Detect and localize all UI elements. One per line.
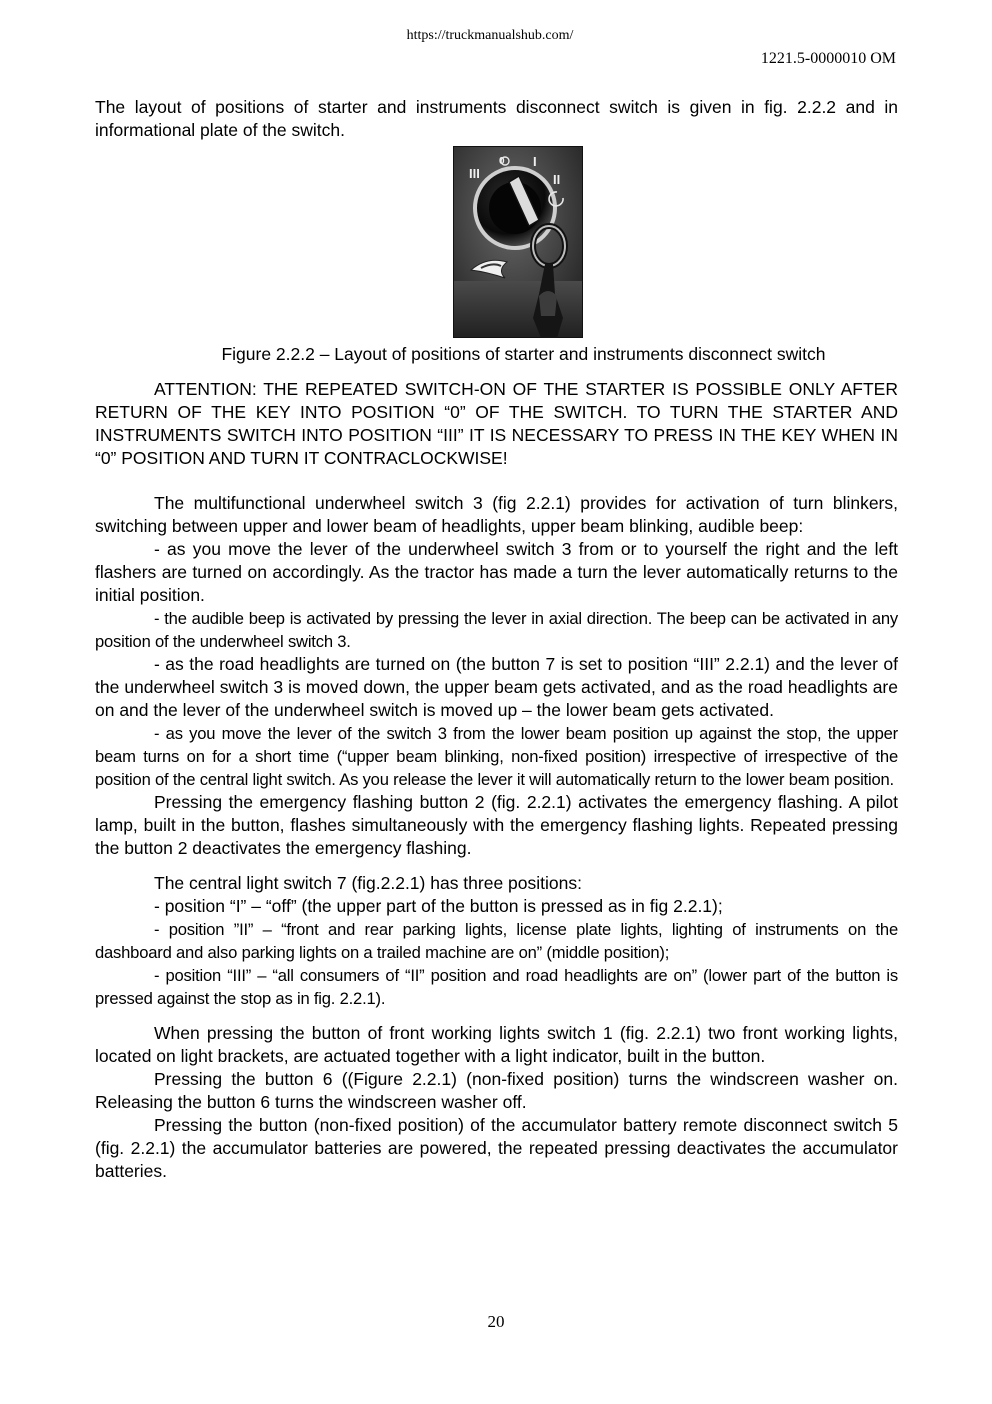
intro-paragraph: The layout of positions of starter and instruments disconnect switch is given in fig. 2.2.2 and in informational plate of the switch. xyxy=(95,97,898,140)
central-switch-paragraph: The central light switch 7 (fig.2.2.1) has three positions: xyxy=(154,873,582,893)
document-number: 1221.5-0000010 OM xyxy=(760,50,896,67)
figure-caption: Figure 2.2.2 – Layout of positions of starter and instruments disconnect switch xyxy=(221,344,826,364)
switch-mark-0: 0 xyxy=(498,156,505,167)
position-3-item: - position “III” – “all consumers of “II” position and road headlights are on” (lower part of the button is pressed against the stop as in fig. 2.2.1). xyxy=(95,966,898,1008)
header-url: https://truckmanualshub.com/ xyxy=(406,28,574,43)
switch-mark-2: II xyxy=(552,172,560,187)
battery-paragraph: Pressing the button (non-fixed position) of the accumulator battery remote disconnect switch 5 (fig. 2.2.1) the accumulator batteries are powered, the repeated pressing deactivates the accumulator batteries. xyxy=(95,1115,898,1181)
washer-paragraph: Pressing the button 6 ((Figure 2.2.1) (non-fixed position) turns the windscreen washer on. Releasing the button 6 turns the windscreen washer off. xyxy=(95,1069,898,1112)
working-lights-paragraph: When pressing the button of front working lights switch 1 (fig. 2.2.1) two front working lights, located on light brackets, are actuated together with a light indicator, built in the button. xyxy=(95,1023,898,1066)
attention-paragraph: ATTENTION: THE REPEATED SWITCH-ON OF THE STARTER IS POSSIBLE ONLY AFTER RETURN OF THE KEY INTO POSITION “0” OF THE SWITCH. TO TURN THE STARTER AND INSTRUMENTS SWITCH INTO POSITION “III” IT IS NECESSARY TO PRESS IN THE KEY WHEN IN “0” POSITION AND TURN IT CONTRACLOCKWISE! xyxy=(95,379,898,468)
lever-item: - as you move the lever of the underwheel switch 3 from or to yourself the right and the left flashers are turned on accordingly. As the tractor has made a turn the lever automatically returns to the initial position. xyxy=(95,539,898,605)
switch-mark-1: I xyxy=(532,154,537,169)
ignition-switch-image xyxy=(453,146,583,338)
switch-mark-3: III xyxy=(468,166,480,181)
switch-photo xyxy=(453,146,583,338)
road-headlights-item: - as the road headlights are turned on (the button 7 is set to position “III” 2.2.1) and the lever of the underwheel switch 3 is moved down, the upper beam gets activated, and as the road headlights are on and the lever of the underwheel switch is moved up – the lower beam gets activated. xyxy=(95,654,898,720)
page-body xyxy=(95,96,898,1183)
beep-item: - the audible beep is activated by pressing the lever in axial direction. The beep can be activated in any position of the underwheel switch 3. xyxy=(95,609,898,651)
emergency-paragraph: Pressing the emergency flashing button 2 (fig. 2.2.1) activates the emergency flashing. A pilot lamp, built in the button, flashes simultaneously with the emergency flashing lights. Repeated pressing the button 2 deactivates the emergency flashing. xyxy=(95,792,898,858)
position-2-item: - position ”II” – “front and rear parking lights, license plate lights, lighting of instruments on the dashboard and also parking lights on a trailed machine are on” (middle position); xyxy=(95,920,898,962)
multifunctional-paragraph: The multifunctional underwheel switch 3 (fig 2.2.1) provides for activation of turn blinkers, switching between upper and lower beam of headlights, upper beam blinking, audible beep: xyxy=(95,493,898,536)
upper-beam-blinking-item: - as you move the lever of the switch 3 from the lower beam position up against the stop, the upper beam turns on for a short time (“upper beam blinking, non-fixed position) irrespective of irrespective of the position of the central light switch. As you release the lever it will automatically return to the lower beam position. xyxy=(95,724,898,789)
position-1-item: - position “I” – “off” (the upper part of the button is pressed as in fig 2.2.1); xyxy=(154,896,723,916)
page-number: 20 xyxy=(487,1312,505,1331)
